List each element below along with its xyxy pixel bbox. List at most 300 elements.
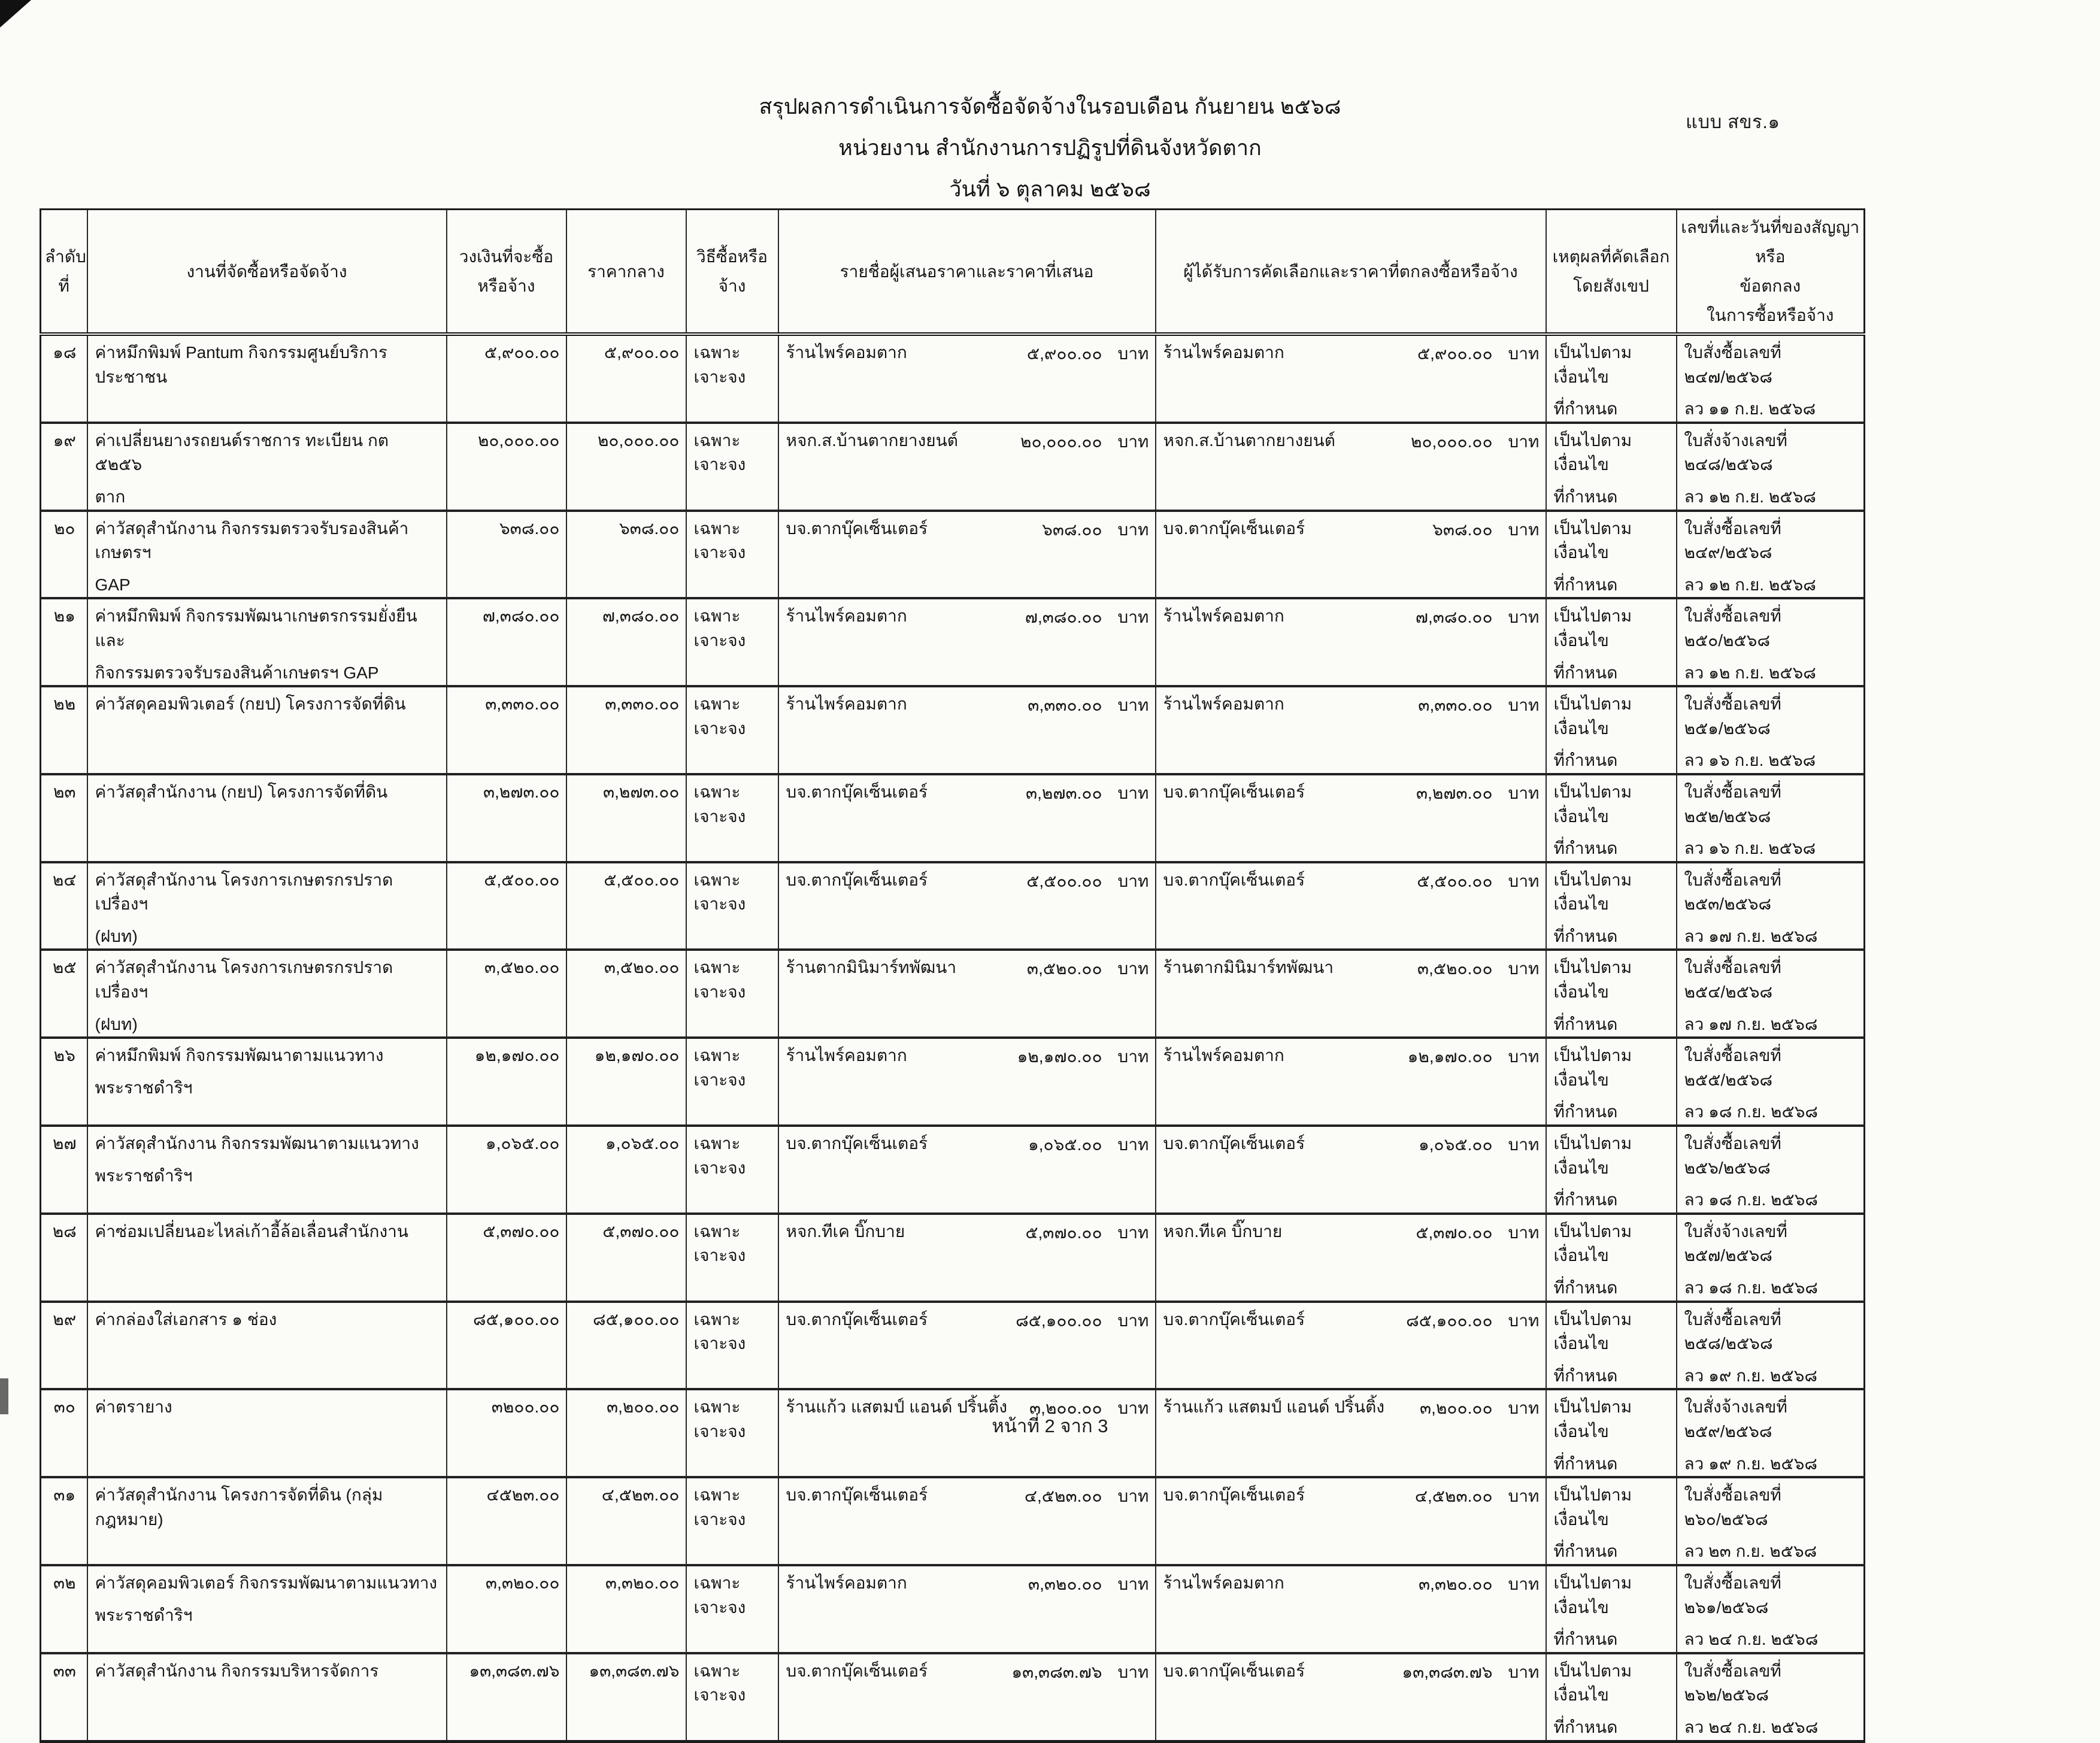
win-amount: ๓,๓๒๐.๐๐ (1418, 1574, 1493, 1593)
baht-unit: บาท (1117, 959, 1149, 978)
table-row (41, 598, 1865, 686)
win-amount: ๕,๙๐๐.๐๐ (1417, 344, 1493, 363)
win-amount: ๕,๕๐๐.๐๐ (1417, 871, 1493, 890)
bid-amount: ๓,๓๓๐.๐๐ (1028, 696, 1102, 715)
baht-unit: บาท (1117, 608, 1149, 627)
contract-date: ลว ๑๒ ก.ย. ๒๕๖๘ (1684, 575, 1816, 594)
table-row (41, 423, 1865, 511)
baht-unit: บาท (1117, 344, 1149, 363)
baht-unit: บาท (1117, 696, 1149, 715)
bidder-name: บจ.ตากบุ๊คเซ็นเตอร์ (786, 1661, 928, 1680)
contract-date: ลว ๑๙ ก.ย. ๒๕๖๘ (1684, 1454, 1817, 1473)
cell-seq-no: ๒๑ (41, 598, 87, 686)
cell-bidder-and-price (778, 686, 1156, 774)
bid-amount: ๔,๕๒๓.๐๐ (1024, 1487, 1102, 1506)
cell-median-price: ๔,๕๒๓.๐๐ (566, 1477, 686, 1565)
baht-unit: บาท (1117, 1135, 1149, 1154)
cell-winner-and-price (1156, 423, 1546, 511)
win-amount: ๕,๓๗๐.๐๐ (1416, 1223, 1493, 1242)
cell-work-description: ค่าวัสดุสำนักงาน (กยป) โครงการจัดที่ดิน (87, 774, 447, 862)
bidder-name: หจก.ส.บ้านตากยางยนต์ (786, 431, 958, 450)
cell-selection-reason: เป็นไปตามเงื่อนไข ที่กำหนด (1546, 1302, 1677, 1390)
cell-selection-reason: เป็นไปตามเงื่อนไข ที่กำหนด (1546, 423, 1677, 511)
form-code-label: แบบ สขร.๑ (1686, 111, 1780, 132)
cell-seq-no: ๒๔ (41, 862, 87, 950)
table-row (41, 686, 1865, 774)
col-header-median-price: ราคากลาง (566, 210, 686, 335)
cell-selection-reason: เป็นไปตามเงื่อนไข ที่กำหนด (1546, 334, 1677, 423)
cell-contract-ref (1677, 1038, 1865, 1126)
contract-number: ใบสั่งซื้อเลขที่ ๒๕๔/๒๕๖๘ (1684, 958, 1781, 1002)
cell-contract-ref (1677, 950, 1865, 1038)
cell-seq-no: ๓๑ (41, 1477, 87, 1565)
bid-amount: ๓,๓๒๐.๐๐ (1028, 1574, 1102, 1593)
col-header-bidders: รายชื่อผู้เสนอราคาและราคาที่เสนอ (778, 210, 1156, 335)
bidder-name: บจ.ตากบุ๊คเซ็นเตอร์ (786, 1309, 928, 1329)
table-header (41, 210, 1865, 335)
contract-date: ลว ๑๖ ก.ย. ๒๕๖๘ (1684, 751, 1816, 770)
cell-budget: ๓,๕๒๐.๐๐ (447, 950, 566, 1038)
contract-date: ลว ๑๗ ก.ย. ๒๕๖๘ (1684, 926, 1818, 945)
cell-winner-and-price (1156, 774, 1546, 862)
win-amount: ๘๕,๑๐๐.๐๐ (1406, 1311, 1493, 1330)
cell-seq-no: ๑๘ (41, 334, 87, 423)
document-title: สรุปผลการดำเนินการจัดซื้อจัดจ้างในรอบเดือน กันยายน ๒๕๖๘ (759, 94, 1341, 119)
win-amount: ๑๓,๓๘๓.๗๖ (1402, 1662, 1493, 1681)
win-amount: ๗,๓๘๐.๐๐ (1415, 608, 1493, 627)
winner-name: บจ.ตากบุ๊คเซ็นเตอร์ (1163, 519, 1305, 538)
cell-contract-ref (1677, 423, 1865, 511)
winner-name: ร้านตากมินิมาร์ทพัฒนา (1163, 958, 1334, 977)
table-row (41, 1038, 1865, 1126)
baht-unit: บาท (1508, 1135, 1540, 1154)
contract-date: ลว ๑๘ ก.ย. ๒๕๖๘ (1684, 1278, 1819, 1297)
cell-budget: ๑๒,๑๗๐.๐๐ (447, 1038, 566, 1126)
cell-contract-ref (1677, 1565, 1865, 1653)
cell-bidder-and-price (778, 334, 1156, 423)
cell-selection-reason: เป็นไปตามเงื่อนไข ที่กำหนด (1546, 598, 1677, 686)
cell-selection-reason: เป็นไปตามเงื่อนไข ที่กำหนด (1546, 1389, 1677, 1477)
document-date: วันที่ ๖ ตุลาคม ๒๕๖๘ (949, 177, 1151, 201)
cell-budget: ๓,๓๒๐.๐๐ (447, 1565, 566, 1653)
bidder-name: หจก.ทีเค บิ๊กบาย (786, 1221, 905, 1241)
contract-number: ใบสั่งซื้อเลขที่ ๒๕๕/๒๕๖๘ (1684, 1046, 1781, 1089)
baht-unit: บาท (1117, 1399, 1149, 1418)
win-amount: ๑,๐๖๕.๐๐ (1418, 1135, 1493, 1154)
winner-name: บจ.ตากบุ๊คเซ็นเตอร์ (1163, 1661, 1305, 1680)
cell-selection-reason: เป็นไปตามเงื่อนไข ที่กำหนด (1546, 1126, 1677, 1214)
cell-bidder-and-price (778, 1302, 1156, 1390)
contract-date: ลว ๑๒ ก.ย. ๒๕๖๘ (1684, 487, 1816, 506)
col-header-winner: ผู้ได้รับการคัดเลือกและราคาที่ตกลงซื้อหรือจ้าง (1156, 210, 1546, 335)
cell-median-price: ๒๐,๐๐๐.๐๐ (566, 423, 686, 511)
cell-selection-reason: เป็นไปตามเงื่อนไข ที่กำหนด (1546, 1565, 1677, 1653)
win-amount: ๓,๓๓๐.๐๐ (1418, 696, 1493, 715)
bidder-name: บจ.ตากบุ๊คเซ็นเตอร์ (786, 519, 928, 538)
winner-name: บจ.ตากบุ๊คเซ็นเตอร์ (1163, 1134, 1305, 1153)
cell-work-description: ค่ากล่องใส่เอกสาร ๑ ช่อง (87, 1302, 447, 1390)
baht-unit: บาท (1117, 1047, 1149, 1066)
table-row (41, 1126, 1865, 1214)
cell-seq-no: ๓๒ (41, 1565, 87, 1653)
bid-amount: ๕,๕๐๐.๐๐ (1026, 871, 1102, 890)
procurement-table-body (41, 334, 1865, 1741)
cell-method: เฉพาะเจาะจง (686, 1038, 778, 1126)
cell-budget: ๕,๙๐๐.๐๐ (447, 334, 566, 423)
cell-bidder-and-price (778, 423, 1156, 511)
cell-seq-no: ๒๖ (41, 1038, 87, 1126)
contract-date: ลว ๒๔ ก.ย. ๒๕๖๘ (1684, 1630, 1819, 1649)
cell-method: เฉพาะเจาะจง (686, 1302, 778, 1390)
cell-contract-ref (1677, 774, 1865, 862)
cell-budget: ๕,๕๐๐.๐๐ (447, 862, 566, 950)
bidder-name: ร้านไพร์คอมตาก (786, 343, 907, 362)
baht-unit: บาท (1117, 520, 1149, 539)
table-row (41, 511, 1865, 599)
win-amount: ๓,๒๗๓.๐๐ (1416, 783, 1493, 802)
cell-contract-ref (1677, 1302, 1865, 1390)
baht-unit: บาท (1508, 608, 1540, 627)
cell-budget: ๓,๓๓๐.๐๐ (447, 686, 566, 774)
cell-bidder-and-price (778, 598, 1156, 686)
winner-name: หจก.ส.บ้านตากยางยนต์ (1163, 431, 1335, 450)
contract-number: ใบสั่งซื้อเลขที่ ๒๖๑/๒๕๖๘ (1684, 1573, 1781, 1617)
cell-bidder-and-price (778, 1653, 1156, 1741)
cell-winner-and-price (1156, 511, 1546, 599)
baht-unit: บาท (1117, 1223, 1149, 1242)
cell-method: เฉพาะเจาะจง (686, 1389, 778, 1477)
cell-work-description: ค่าวัสดุสำนักงาน กิจกรรมตรวจรับรองสินค้าเกษตรฯ GAP (87, 511, 447, 599)
table-row (41, 334, 1865, 423)
col-header-work: งานที่จัดซื้อหรือจัดจ้าง (87, 210, 447, 335)
contract-date: ลว ๑๘ ก.ย. ๒๕๖๘ (1684, 1190, 1819, 1210)
cell-method: เฉพาะเจาะจง (686, 511, 778, 599)
winner-name: ร้านไพร์คอมตาก (1163, 695, 1284, 714)
bidder-name: บจ.ตากบุ๊คเซ็นเตอร์ (786, 1134, 928, 1153)
cell-median-price: ๖๓๘.๐๐ (566, 511, 686, 599)
cell-method: เฉพาะเจาะจง (686, 950, 778, 1038)
cell-seq-no: ๓๓ (41, 1653, 87, 1741)
cell-bidder-and-price (778, 950, 1156, 1038)
cell-method: เฉพาะเจาะจง (686, 774, 778, 862)
contract-number: ใบสั่งซื้อเลขที่ ๒๕๖/๒๕๖๘ (1684, 1134, 1781, 1177)
baht-unit: บาท (1508, 871, 1540, 890)
baht-unit: บาท (1508, 1574, 1540, 1593)
cell-selection-reason: เป็นไปตามเงื่อนไข ที่กำหนด (1546, 1477, 1677, 1565)
col-header-seq: ลำดับ ที่ (41, 210, 87, 335)
cell-seq-no: ๑๙ (41, 423, 87, 511)
cell-median-price: ๓,๕๒๐.๐๐ (566, 950, 686, 1038)
contract-number: ใบสั่งซื้อเลขที่ ๒๕๐/๒๕๖๘ (1684, 607, 1781, 650)
cell-contract-ref (1677, 862, 1865, 950)
cell-median-price: ๗,๓๘๐.๐๐ (566, 598, 686, 686)
cell-budget: ๘๕,๑๐๐.๐๐ (447, 1302, 566, 1390)
contract-number: ใบสั่งซื้อเลขที่ ๒๖๐/๒๕๖๘ (1684, 1486, 1781, 1529)
cell-median-price: ๓,๓๒๐.๐๐ (566, 1565, 686, 1653)
cell-median-price: ๕,๙๐๐.๐๐ (566, 334, 686, 423)
cell-budget: ๓,๒๗๓.๐๐ (447, 774, 566, 862)
cell-median-price: ๓,๓๓๐.๐๐ (566, 686, 686, 774)
bid-amount: ๖๓๘.๐๐ (1042, 520, 1102, 539)
baht-unit: บาท (1117, 1662, 1149, 1681)
cell-median-price: ๑๒,๑๗๐.๐๐ (566, 1038, 686, 1126)
cell-seq-no: ๒๙ (41, 1302, 87, 1390)
cell-median-price: ๓,๒๗๓.๐๐ (566, 774, 686, 862)
cell-contract-ref (1677, 1653, 1865, 1741)
baht-unit: บาท (1508, 1223, 1540, 1242)
cell-method: เฉพาะเจาะจง (686, 862, 778, 950)
contract-number: ใบสั่งซื้อเลขที่ ๒๕๘/๒๕๖๘ (1684, 1309, 1781, 1353)
contract-date: ลว ๑๘ ก.ย. ๒๕๖๘ (1684, 1102, 1819, 1121)
winner-name: บจ.ตากบุ๊คเซ็นเตอร์ (1163, 1486, 1305, 1505)
bid-amount: ๓,๕๒๐.๐๐ (1026, 959, 1102, 978)
cell-selection-reason: เป็นไปตามเงื่อนไข ที่กำหนด (1546, 950, 1677, 1038)
cell-work-description: ค่าวัสดุสำนักงาน โครงการจัดที่ดิน (กลุ่มกฎหมาย) (87, 1477, 447, 1565)
table-row (41, 1302, 1865, 1390)
col-header-contract: เลขที่และวันที่ของสัญญาหรือ ข้อตกลง ในการซื้อหรือจ้าง (1677, 210, 1865, 335)
cell-selection-reason: เป็นไปตามเงื่อนไข ที่กำหนด (1546, 1214, 1677, 1302)
cell-work-description: ค่าวัสดุคอมพิวเตอร์ (กยป) โครงการจัดที่ดิน (87, 686, 447, 774)
baht-unit: บาท (1508, 1311, 1540, 1330)
baht-unit: บาท (1117, 1311, 1149, 1330)
bid-amount: ๓,๒๐๐.๐๐ (1029, 1399, 1102, 1418)
winner-name: บจ.ตากบุ๊คเซ็นเตอร์ (1163, 870, 1305, 889)
baht-unit: บาท (1117, 871, 1149, 890)
cell-contract-ref (1677, 1477, 1865, 1565)
cell-contract-ref (1677, 511, 1865, 599)
baht-unit: บาท (1508, 1662, 1540, 1681)
win-amount: ๑๒,๑๗๐.๐๐ (1407, 1047, 1493, 1066)
contract-number: ใบสั่งซื้อเลขที่ ๒๕๓/๒๕๖๘ (1684, 870, 1781, 914)
cell-work-description: ค่าหมึกพิมพ์ กิจกรรมพัฒนาเกษตรกรรมยั่งยืนและ กิจกรรมตรวจรับรองสินค้าเกษตรฯ GAP (87, 598, 447, 686)
bid-amount: ๕,๙๐๐.๐๐ (1026, 344, 1102, 363)
cell-work-description: ค่าหมึกพิมพ์ กิจกรรมพัฒนาตามแนวทาง พระราชดำริฯ (87, 1038, 447, 1126)
cell-winner-and-price (1156, 950, 1546, 1038)
winner-name: ร้านไพร์คอมตาก (1163, 1573, 1284, 1592)
cell-winner-and-price (1156, 334, 1546, 423)
cell-work-description: ค่าวัสดุสำนักงาน กิจกรรมบริหารจัดการ (87, 1653, 447, 1741)
table-row (41, 1653, 1865, 1741)
winner-name: บจ.ตากบุ๊คเซ็นเตอร์ (1163, 1309, 1305, 1329)
cell-selection-reason: เป็นไปตามเงื่อนไข ที่กำหนด (1546, 511, 1677, 599)
cell-method: เฉพาะเจาะจง (686, 1653, 778, 1741)
baht-unit: บาท (1508, 432, 1540, 451)
document-title-block (0, 96, 2100, 220)
contract-number: ใบสั่งซื้อเลขที่ ๒๖๒/๒๕๖๘ (1684, 1661, 1781, 1705)
contract-number: ใบสั่งจ้างเลขที่ ๒๕๗/๒๕๖๘ (1684, 1221, 1787, 1265)
cell-method: เฉพาะเจาะจง (686, 423, 778, 511)
document-agency: หน่วยงาน สำนักงานการปฏิรูปที่ดินจังหวัดตาก (838, 135, 1262, 160)
col-header-method: วิธีซื้อหรือจ้าง (686, 210, 778, 335)
cell-median-price: ๑,๐๖๕.๐๐ (566, 1126, 686, 1214)
cell-winner-and-price (1156, 1214, 1546, 1302)
baht-unit: บาท (1508, 1047, 1540, 1066)
cell-bidder-and-price (778, 511, 1156, 599)
contract-date: ลว ๑๑ ก.ย. ๒๕๖๘ (1684, 399, 1816, 419)
cell-median-price: ๕,๓๗๐.๐๐ (566, 1214, 686, 1302)
baht-unit: บาท (1508, 959, 1540, 978)
cell-seq-no: ๒๒ (41, 686, 87, 774)
table-row (41, 1477, 1865, 1565)
scan-artifact-left-edge (0, 1378, 8, 1414)
baht-unit: บาท (1117, 1487, 1149, 1506)
winner-name: ร้านไพร์คอมตาก (1163, 1046, 1284, 1065)
contract-number: ใบสั่งซื้อเลขที่ ๒๔๗/๒๕๖๘ (1684, 343, 1781, 386)
win-amount: ๓,๕๒๐.๐๐ (1417, 959, 1493, 978)
cell-work-description: ค่าเปลี่ยนยางรถยนต์ราชการ ทะเบียน กต ๕๒๕๖ ตาก (87, 423, 447, 511)
cell-method: เฉพาะเจาะจง (686, 686, 778, 774)
cell-work-description: ค่าวัสดุสำนักงาน กิจกรรมพัฒนาตามแนวทาง พระราชดำริฯ (87, 1126, 447, 1214)
cell-selection-reason: เป็นไปตามเงื่อนไข ที่กำหนด (1546, 862, 1677, 950)
col-header-budget: วงเงินที่จะซื้อ หรือจ้าง (447, 210, 566, 335)
baht-unit: บาท (1508, 520, 1540, 539)
cell-work-description: ค่าตรายาง (87, 1389, 447, 1477)
cell-winner-and-price (1156, 686, 1546, 774)
cell-median-price: ๘๕,๑๐๐.๐๐ (566, 1302, 686, 1390)
cell-seq-no: ๓๐ (41, 1389, 87, 1477)
cell-bidder-and-price (778, 1565, 1156, 1653)
cell-budget: ๑๓,๓๘๓.๗๖ (447, 1653, 566, 1741)
cell-contract-ref (1677, 334, 1865, 423)
bidder-name: ร้านไพร์คอมตาก (786, 1573, 907, 1592)
contract-date: ลว ๒๓ ก.ย. ๒๕๖๘ (1684, 1542, 1817, 1561)
baht-unit: บาท (1117, 1574, 1149, 1593)
contract-number: ใบสั่งซื้อเลขที่ ๒๔๙/๒๕๖๘ (1684, 519, 1781, 562)
cell-seq-no: ๒๓ (41, 774, 87, 862)
cell-winner-and-price (1156, 598, 1546, 686)
cell-method: เฉพาะเจาะจง (686, 1126, 778, 1214)
bid-amount: ๑,๐๖๕.๐๐ (1028, 1135, 1102, 1154)
cell-budget: ๑,๐๖๕.๐๐ (447, 1126, 566, 1214)
cell-winner-and-price (1156, 1302, 1546, 1390)
bid-amount: ๕,๓๗๐.๐๐ (1025, 1223, 1102, 1242)
baht-unit: บาท (1508, 1399, 1540, 1418)
bidder-name: บจ.ตากบุ๊คเซ็นเตอร์ (786, 870, 928, 889)
cell-median-price: ๑๓,๓๘๓.๗๖ (566, 1653, 686, 1741)
cell-winner-and-price (1156, 1038, 1546, 1126)
cell-budget: ๔๕๒๓.๐๐ (447, 1477, 566, 1565)
cell-work-description: ค่าซ่อมเปลี่ยนอะไหล่เก้าอี้ล้อเลื่อนสำนักงาน (87, 1214, 447, 1302)
win-amount: ๔,๕๒๓.๐๐ (1414, 1487, 1493, 1506)
bid-amount: ๗,๓๘๐.๐๐ (1025, 608, 1102, 627)
cell-work-description: ค่าวัสดุสำนักงาน โครงการเกษตรกรปราดเปรื่องฯ (ฝบท) (87, 950, 447, 1038)
cell-budget: ๕,๓๗๐.๐๐ (447, 1214, 566, 1302)
cell-winner-and-price (1156, 1565, 1546, 1653)
cell-seq-no: ๒๕ (41, 950, 87, 1038)
cell-selection-reason: เป็นไปตามเงื่อนไข ที่กำหนด (1546, 686, 1677, 774)
contract-date: ลว ๒๔ ก.ย. ๒๕๖๘ (1684, 1717, 1819, 1736)
cell-winner-and-price (1156, 1653, 1546, 1741)
baht-unit: บาท (1508, 696, 1540, 715)
cell-seq-no: ๒๐ (41, 511, 87, 599)
cell-seq-no: ๒๘ (41, 1214, 87, 1302)
bidder-name: ร้านไพร์คอมตาก (786, 607, 907, 626)
cell-budget: ๒๐,๐๐๐.๐๐ (447, 423, 566, 511)
contract-number: ใบสั่งซื้อเลขที่ ๒๕๑/๒๕๖๘ (1684, 695, 1781, 738)
winner-name: หจก.ทีเค บิ๊กบาย (1163, 1221, 1283, 1241)
baht-unit: บาท (1508, 1487, 1540, 1506)
table-row (41, 1214, 1865, 1302)
cell-selection-reason: เป็นไปตามเงื่อนไข ที่กำหนด (1546, 1038, 1677, 1126)
bid-amount: ๑๒,๑๗๐.๐๐ (1017, 1047, 1102, 1066)
bid-amount: ๒๐,๐๐๐.๐๐ (1020, 432, 1102, 451)
cell-seq-no: ๒๗ (41, 1126, 87, 1214)
cell-method: เฉพาะเจาะจง (686, 598, 778, 686)
scan-artifact-top-left-corner (0, 0, 31, 28)
baht-unit: บาท (1117, 783, 1149, 802)
cell-method: เฉพาะเจาะจง (686, 1214, 778, 1302)
winner-name: บจ.ตากบุ๊คเซ็นเตอร์ (1163, 782, 1305, 801)
baht-unit: บาท (1508, 783, 1540, 802)
procurement-table (40, 208, 1865, 1743)
contract-number: ใบสั่งจ้างเลขที่ ๒๕๙/๒๕๖๘ (1684, 1398, 1787, 1441)
cell-bidder-and-price (778, 1214, 1156, 1302)
cell-bidder-and-price (778, 1477, 1156, 1565)
bidder-name: ร้านไพร์คอมตาก (786, 1046, 907, 1065)
cell-work-description: ค่าหมึกพิมพ์ Pantum กิจกรรมศูนย์บริการประชาชน (87, 334, 447, 423)
cell-winner-and-price (1156, 862, 1546, 950)
cell-work-description: ค่าวัสดุสำนักงาน โครงการเกษตรกรปราดเปรื่องฯ (ฝบท) (87, 862, 447, 950)
cell-winner-and-price (1156, 1126, 1546, 1214)
col-header-reason: เหตุผลที่คัดเลือก โดยสังเขป (1546, 210, 1677, 335)
baht-unit: บาท (1117, 432, 1149, 451)
cell-bidder-and-price (778, 1038, 1156, 1126)
cell-budget: ๗,๓๘๐.๐๐ (447, 598, 566, 686)
contract-date: ลว ๑๗ ก.ย. ๒๕๖๘ (1684, 1014, 1818, 1033)
win-amount: ๖๓๘.๐๐ (1432, 520, 1493, 539)
cell-method: เฉพาะเจาะจง (686, 1477, 778, 1565)
winner-name: ร้านไพร์คอมตาก (1163, 343, 1284, 362)
cell-winner-and-price (1156, 1477, 1546, 1565)
bidder-name: ร้านไพร์คอมตาก (786, 695, 907, 714)
cell-method: เฉพาะเจาะจง (686, 334, 778, 423)
cell-median-price: ๓,๒๐๐.๐๐ (566, 1389, 686, 1477)
bid-amount: ๘๕,๑๐๐.๐๐ (1016, 1311, 1102, 1330)
table-row (41, 862, 1865, 950)
bidder-name: ร้านแก้ว แสตมป์ แอนด์ ปริ้นติ้ง (786, 1398, 1008, 1417)
winner-name: ร้านไพร์คอมตาก (1163, 607, 1284, 626)
bid-amount: ๑๓,๓๘๓.๗๖ (1011, 1662, 1102, 1681)
table-row (41, 1565, 1865, 1653)
cell-work-description: ค่าวัสดุคอมพิวเตอร์ กิจกรรมพัฒนาตามแนวทาง พระราชดำริฯ (87, 1565, 447, 1653)
cell-contract-ref (1677, 1214, 1865, 1302)
cell-contract-ref (1677, 686, 1865, 774)
win-amount: ๓,๒๐๐.๐๐ (1420, 1399, 1493, 1418)
cell-median-price: ๕,๕๐๐.๐๐ (566, 862, 686, 950)
bid-amount: ๓,๒๗๓.๐๐ (1026, 783, 1102, 802)
cell-method: เฉพาะเจาะจง (686, 1565, 778, 1653)
table-row (41, 774, 1865, 862)
cell-bidder-and-price (778, 1126, 1156, 1214)
bidder-name: ร้านตากมินิมาร์ทพัฒนา (786, 958, 957, 977)
cell-bidder-and-price (778, 774, 1156, 862)
contract-number: ใบสั่งซื้อเลขที่ ๒๕๒/๒๕๖๘ (1684, 782, 1781, 826)
contract-date: ลว ๑๙ ก.ย. ๒๕๖๘ (1684, 1366, 1817, 1385)
contract-date: ลว ๑๒ ก.ย. ๒๕๖๘ (1684, 663, 1816, 682)
cell-bidder-and-price (778, 862, 1156, 950)
bidder-name: บจ.ตากบุ๊คเซ็นเตอร์ (786, 1486, 928, 1505)
cell-budget: ๖๓๘.๐๐ (447, 511, 566, 599)
cell-budget: ๓๒๐๐.๐๐ (447, 1389, 566, 1477)
win-amount: ๒๐,๐๐๐.๐๐ (1410, 432, 1493, 451)
contract-number: ใบสั่งจ้างเลขที่ ๒๔๘/๒๕๖๘ (1684, 431, 1787, 474)
cell-contract-ref (1677, 598, 1865, 686)
cell-contract-ref (1677, 1126, 1865, 1214)
winner-name: ร้านแก้ว แสตมป์ แอนด์ ปริ้นติ้ง (1163, 1398, 1385, 1417)
cell-selection-reason: เป็นไปตามเงื่อนไข ที่กำหนด (1546, 774, 1677, 862)
table-row (41, 950, 1865, 1038)
bidder-name: บจ.ตากบุ๊คเซ็นเตอร์ (786, 782, 928, 801)
